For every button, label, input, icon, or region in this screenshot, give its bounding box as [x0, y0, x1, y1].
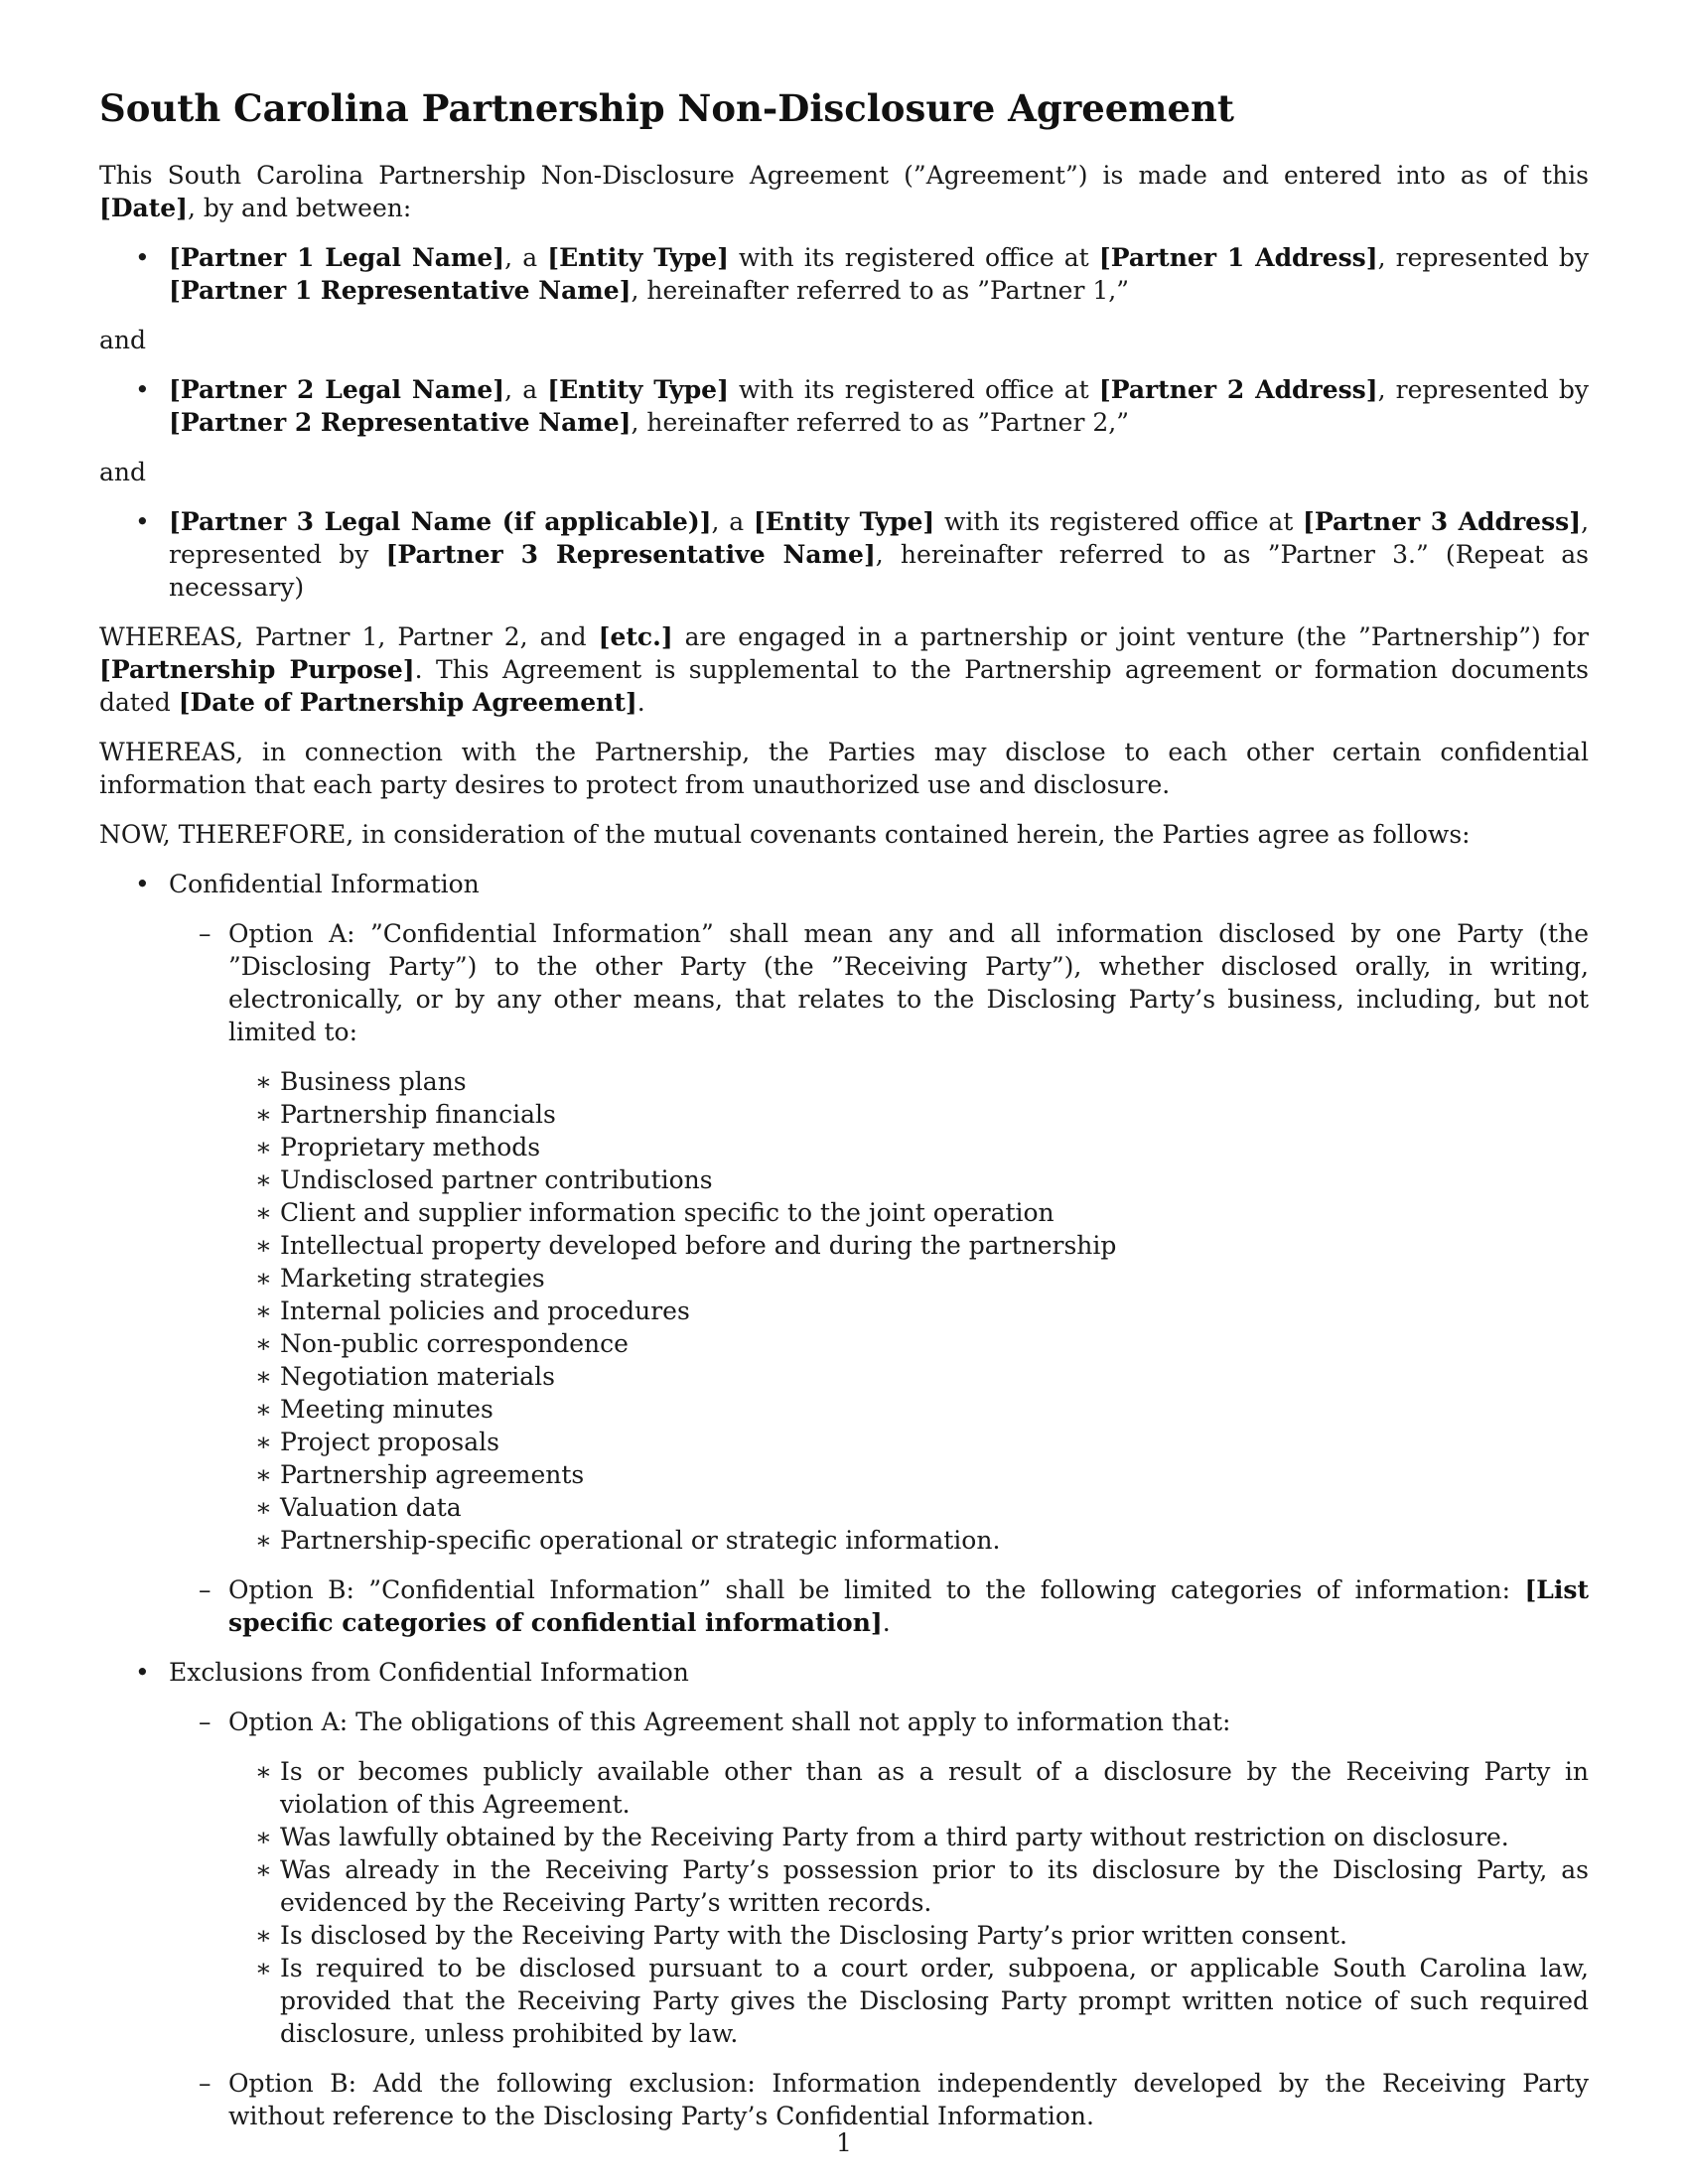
exclusions-items-list	[228, 1755, 1589, 2050]
list-item: ∗ Meeting minutes	[228, 1393, 1589, 1426]
confidential-option-b: – Option B: ”Confidential Information” shall be limited to the following categories of information: [List specific categories of confidential information].	[169, 1573, 1589, 1639]
list-item: ∗ Undisclosed partner contributions	[228, 1163, 1589, 1196]
confidential-option-a: – Option A: ”Confidential Information” shall mean any and all information disclosed by one Party (the ”Disclosing Party”) to the other Party (the ”Receiving Party”), whether disclosed orally, in writing, electronically, or by any other means, that relates to the Disclosing Party’s business, including, but not limited to: ∗ Business plans ∗ Partnership financials ∗ Proprietary methods ∗ Undisclosed partner contributions ∗ Client and supplier information specific to the joint operation ∗ Intellectual property developed before and during the partnership ∗ Marketing strategies ∗ Internal policies and procedures ∗ Non-public correspondence ∗ Negotiation materials ∗ Meeting minutes ∗ Project proposals ∗ Partnership agreements ∗ Valuation data ∗ Partnership-specific operational or strategic information.	[169, 917, 1589, 1557]
partner-3-item: • [Partner 3 Legal Name (if applicable)], a [Entity Type] with its registered office at [Partner 3 Address], represented by [Partner 3 Representative Name], hereinafter referred to as ”Partner 3.” (Repeat as necessary)	[99, 505, 1589, 604]
list-item: ∗ Was already in the Receiving Party’s possession prior to its disclosure by the Disclosing Party, as evidenced by the Receiving Party’s written records.	[228, 1853, 1589, 1919]
exclusions-option-a: – Option A: The obligations of this Agreement shall not apply to information that: ∗ Is or becomes publicly available other than as a result of a disclosure by the Receiving Party in violation of this Agreement. ∗ Was lawfully obtained by the Receiving Party from a third party without restriction on disclosure. ∗ Was already in the Receiving Party’s possession prior to its disclosure by the Disclosing Party, as evidenced by the Receiving Party’s written records. ∗ Is disclosed by the Receiving Party with the Disclosing Party’s prior written consent. ∗ Is required to be disclosed pursuant to a court order, subpoena, or applicable South Carolina law, provided that the Receiving Party gives the Disclosing Party prompt written notice of such required disclosure, unless prohibited by law.	[169, 1706, 1589, 2050]
section-exclusions	[99, 1656, 1589, 2132]
list-item: ∗ Intellectual property developed before and during the partnership	[228, 1229, 1589, 1262]
list-item: ∗ Project proposals	[228, 1426, 1589, 1458]
partner-2-item: • [Partner 2 Legal Name], a [Entity Type] with its registered office at [Partner 2 Address], represented by [Partner 2 Representative Name], hereinafter referred to as ”Partner 2,”	[99, 373, 1589, 439]
list-item: ∗ Non-public correspondence	[228, 1327, 1589, 1360]
section-confidential-information	[99, 868, 1589, 1639]
section-heading: Exclusions from Confidential Information	[169, 1658, 689, 1687]
whereas-partnership-paragraph: WHEREAS, Partner 1, Partner 2, and [etc.] are engaged in a partnership or joint venture (the ”Partnership”) for [Partnership Purpose]. This Agreement is supplemental to the Partnership agreement or formation documents dated [Date of Partnership Agreement].	[99, 622, 1590, 717]
and-separator: and	[99, 458, 147, 486]
document-title: South Carolina Partnership Non-Disclosure Agreement	[99, 86, 1234, 130]
and-separator: and	[99, 326, 147, 354]
list-item: ∗ Marketing strategies	[228, 1262, 1589, 1295]
list-item: ∗ Was lawfully obtained by the Receiving Party from a third party without restriction on disclosure.	[228, 1821, 1589, 1853]
partner-1-list	[99, 241, 1589, 307]
section-heading: Confidential Information	[169, 870, 480, 898]
now-therefore-paragraph: NOW, THEREFORE, in consideration of the mutual covenants contained herein, the Parties agree as follows:	[99, 820, 1471, 849]
intro-paragraph: This South Carolina Partnership Non-Disclosure Agreement (”Agreement”) is made and entered into as of this [Date], by and between:	[99, 161, 1589, 222]
list-item: ∗ Client and supplier information specific to the joint operation	[228, 1196, 1589, 1229]
sections-list	[99, 868, 1589, 2132]
partner-1-item: • [Partner 1 Legal Name], a [Entity Type] with its registered office at [Partner 1 Address], represented by [Partner 1 Representative Name], hereinafter referred to as ”Partner 1,”	[99, 241, 1589, 307]
list-item: ∗ Partnership-specific operational or strategic information.	[228, 1524, 1589, 1557]
partner-3-list	[99, 505, 1589, 604]
list-item: ∗ Negotiation materials	[228, 1360, 1589, 1393]
list-item: ∗ Business plans	[228, 1065, 1589, 1098]
list-item: ∗ Partnership financials	[228, 1098, 1589, 1131]
list-item: ∗ Partnership agreements	[228, 1458, 1589, 1491]
list-item: ∗ Internal policies and procedures	[228, 1295, 1589, 1327]
list-item: ∗ Is required to be disclosed pursuant to a court order, subpoena, or applicable South Carolina law, provided that the Receiving Party gives the Disclosing Party prompt written notice of such required disclosure, unless prohibited by law.	[228, 1952, 1589, 2050]
exclusions-option-b: – Option B: Add the following exclusion: Information independently developed by the Receiving Party without reference to the Disclosing Party’s Confidential Information.	[169, 2067, 1589, 2132]
list-item: ∗ Valuation data	[228, 1491, 1589, 1524]
list-item: ∗ Is disclosed by the Receiving Party with the Disclosing Party’s prior written consent.	[228, 1919, 1589, 1952]
page-number: 1	[836, 2128, 852, 2157]
list-item: ∗ Proprietary methods	[228, 1131, 1589, 1163]
partner-2-list	[99, 373, 1589, 439]
confidential-options	[169, 917, 1589, 1639]
whereas-disclosure-paragraph: WHEREAS, in connection with the Partnership, the Parties may disclose to each other certain confidential information that each party desires to protect from unauthorized use and disclosure.	[99, 738, 1589, 799]
confidential-items-list	[228, 1065, 1589, 1557]
date-placeholder: [Date]	[99, 194, 188, 222]
document-page	[99, 85, 1589, 2149]
exclusions-options	[169, 1706, 1589, 2132]
list-item: ∗ Is or becomes publicly available other than as a result of a disclosure by the Receiving Party in violation of this Agreement.	[228, 1755, 1589, 1821]
